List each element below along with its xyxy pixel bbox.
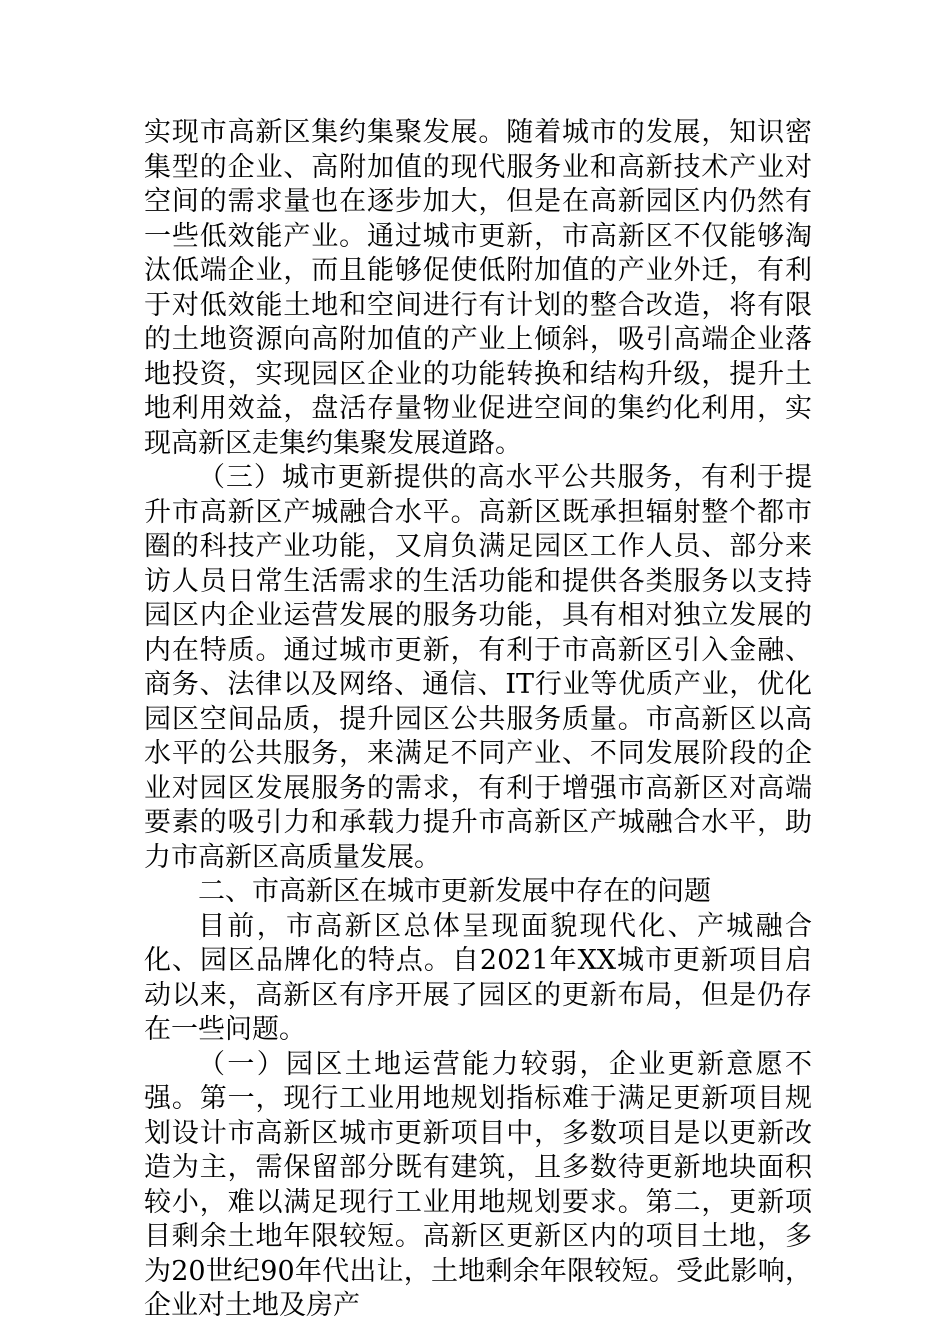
paragraph-current-status: 目前，市高新区总体呈现面貌现代化、产城融合化、园区品牌化的特点。自2021年XX城市更新项目启动以来，高新区有序开展了园区的更新布局，但是仍存在一些问题。 xyxy=(144,910,812,1045)
document-page xyxy=(144,116,812,1324)
paragraph-public-services: （三）城市更新提供的高水平公共服务，有利于提升市高新区产城融合水平。高新区既承担辐射整个都市圈的科技产业功能，又肩负满足园区工作人员、部分来访人员日常生活需求的生活功能和提供各类服务以支持园区内企业运营发展的服务功能，具有相对独立发展的内在特质。通过城市更新，有利于市高新区引入金融、商务、法律以及网络、通信、IT行业等优质产业，优化园区空间品质，提升园区公共服务质量。市高新区以高水平的公共服务，来满足不同产业、不同发展阶段的企业对园区发展服务的需求，有利于增强市高新区对高端要素的吸引力和承载力提升市高新区产城融合水平，助力市高新区高质量发展。 xyxy=(144,462,812,873)
paragraph-intensive-development: 实现市高新区集约集聚发展。随着城市的发展，知识密集型的企业、高附加值的现代服务业和高新技术产业对空间的需求量也在逐步加大，但是在高新园区内仍然有一些低效能产业。通过城市更新，市高新区不仅能够淘汰低端企业，而且能够促使低附加值的产业外迁，有利于对低效能土地和空间进行有计划的整合改造，将有限的土地资源向高附加值的产业上倾斜，吸引高端企业落地投资，实现园区企业的功能转换和结构升级，提升土地利用效益，盘活存量物业促进空间的集约化利用，实现高新区走集约集聚发展道路。 xyxy=(144,117,812,459)
paragraph-land-operation: （一）园区土地运营能力较弱，企业更新意愿不强。第一，现行工业用地规划指标难于满足更新项目规划设计市高新区城市更新项目中，多数项目是以更新改造为主，需保留部分既有建筑，且多数待更新地块面积较小，难以满足现行工业用地规划要求。第二，更新项目剩余土地年限较短。高新区更新区内的项目土地，多为20世纪90年代出让，土地剩余年限较短。受此影响，企业对土地及房产 xyxy=(144,1048,812,1321)
section-heading-problems: 二、市高新区在城市更新发展中存在的问题 xyxy=(198,876,711,907)
